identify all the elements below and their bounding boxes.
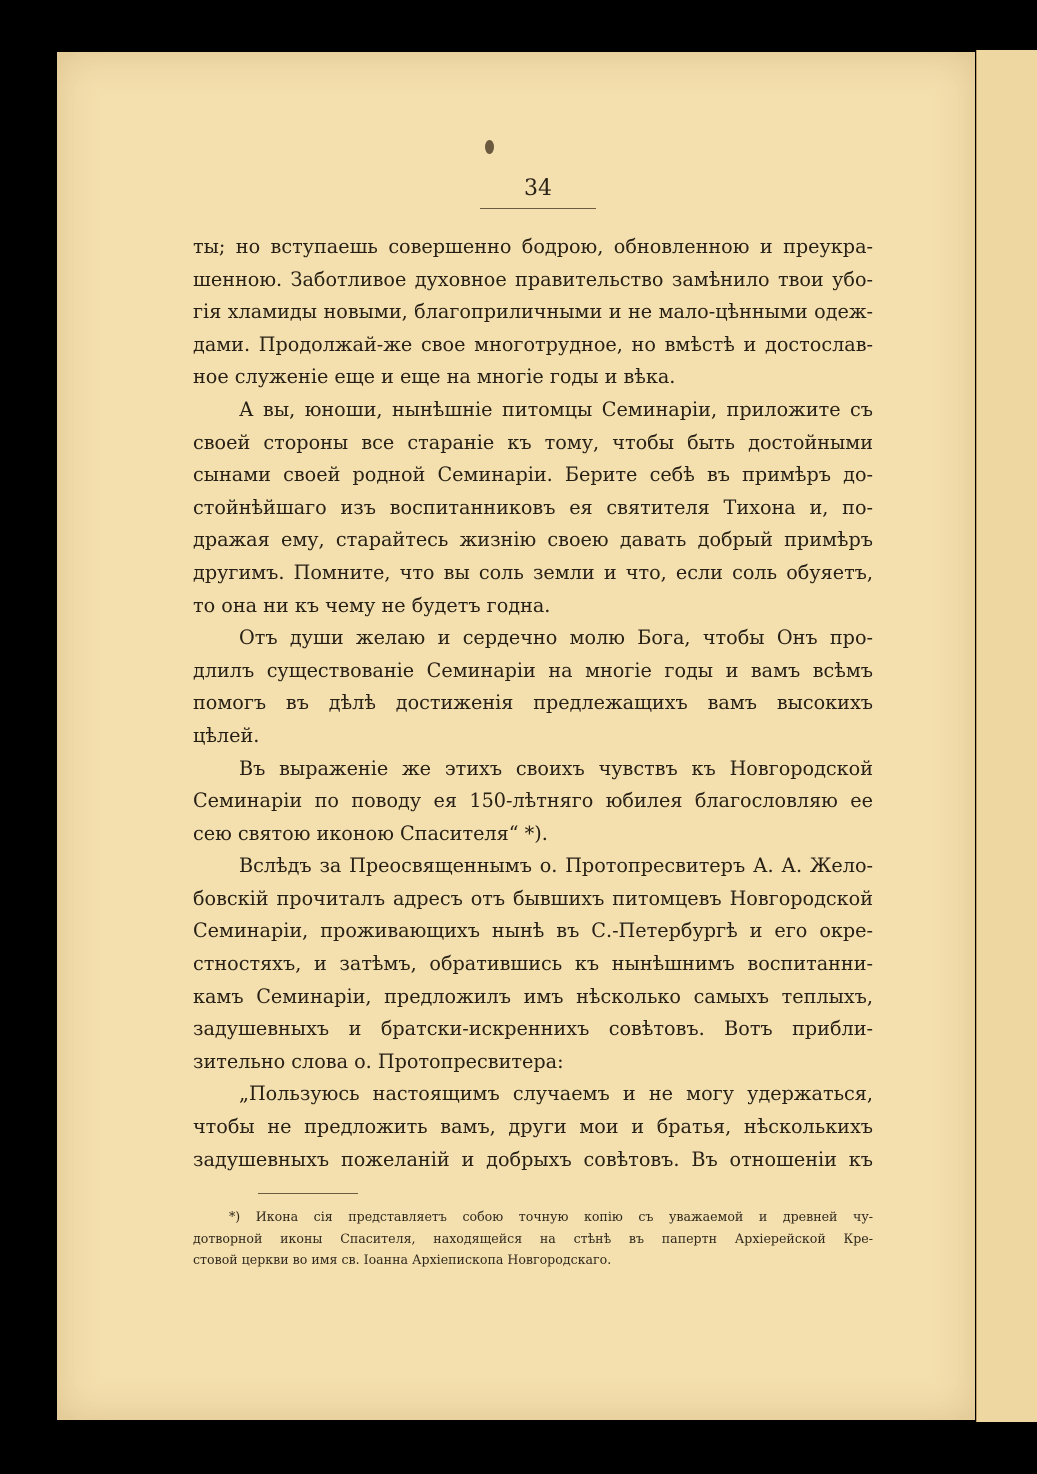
text-line: задушевныхъ и братски-искреннихъ совѣтовъ. Вотъ прибли- xyxy=(193,1017,873,1041)
text-line: „Пользуюсь настоящимъ случаемъ и не могу удержаться, xyxy=(239,1082,873,1106)
page-number: 34 xyxy=(524,176,552,201)
footnote xyxy=(193,1206,873,1271)
text-line: гія хламиды новыми, благоприличными и не мало-цѣнными одеж- xyxy=(193,300,873,324)
ink-blot xyxy=(485,140,494,154)
text-line: задушевныхъ пожеланій и добрыхъ совѣтовъ. Въ отношеніи къ xyxy=(193,1147,873,1171)
text-line: камъ Семинаріи, предложилъ имъ нѣсколько самыхъ теплыхъ, xyxy=(193,984,873,1008)
text-line: сею святою иконою Спасителя“ *). xyxy=(193,821,548,845)
text-line: А вы, юноши, нынѣшніе питомцы Семинаріи, приложите съ xyxy=(239,397,873,421)
text-line: дами. Продолжай-же свое многотрудное, но вмѣстѣ и достослав- xyxy=(193,332,873,356)
text-line: Отъ души желаю и сердечно молю Бога, чтобы Онъ про- xyxy=(239,626,873,650)
footnote-line: *) Икона сія представляетъ собою точную копію съ уважаемой и древней чу- xyxy=(229,1209,873,1224)
text-line: помогъ въ дѣлѣ достиженія предлежащихъ вамъ высокихъ xyxy=(193,691,873,715)
page-number-rule xyxy=(480,208,596,209)
text-line: стойнѣйшаго изъ воспитанниковъ ея святителя Тихона и, по- xyxy=(193,495,873,519)
footnote-line: дотворной иконы Спасителя, находящейся на стѣнѣ въ папертн Архіерейской Кре- xyxy=(193,1230,873,1246)
text-line: ное служеніе еще и еще на многіе годы и вѣка. xyxy=(193,365,676,389)
text-line: бовскій прочиталъ адресъ отъ бывшихъ питомцевъ Новгородской xyxy=(193,886,873,910)
text-line: шенною. Заботливое духовное правительство замѣнило твои убо- xyxy=(193,267,873,291)
text-line: Въ выраженіе же этихъ своихъ чувствъ къ Новгородской xyxy=(239,756,873,780)
text-line: то она ни къ чему не будетъ годна. xyxy=(193,593,551,617)
text-line: сынами своей родной Семинаріи. Берите себѣ въ примѣръ до- xyxy=(193,463,873,487)
text-line: Семинаріи, проживающихъ нынѣ въ С.-Петербургѣ и его окре- xyxy=(193,919,873,943)
text-line: другимъ. Помните, что вы соль земли и что, если соль обуяетъ, xyxy=(193,560,873,584)
text-line: своей стороны все стараніе къ тому, чтобы быть достойными xyxy=(193,430,873,454)
text-line: Семинаріи по поводу ея 150-лѣтняго юбилея благословляю ее xyxy=(193,789,873,813)
text-line: чтобы не предложить вамъ, други мои и братья, нѣсколькихъ xyxy=(193,1115,873,1139)
text-line: цѣлей. xyxy=(193,723,260,747)
text-line: зительно слова о. Протопресвитера: xyxy=(193,1049,564,1073)
text-line: дражая ему, старайтесь жизнію своею давать добрый примѣръ xyxy=(193,528,873,552)
text-line: стностяхъ, и затѣмъ, обратившись къ нынѣшнимъ воспитанни- xyxy=(193,952,873,976)
text-line: длилъ существованіе Семинаріи на многіе годы и вамъ всѣмъ xyxy=(193,658,873,682)
adjacent-page-edge xyxy=(976,50,1037,1422)
body-text xyxy=(193,231,873,1176)
footnote-rule xyxy=(258,1193,358,1194)
footnote-line: стовой церкви во имя св. Іоанна Архіепископа Новгородскаго. xyxy=(193,1252,612,1267)
text-line: ты; но вступаешь совершенно бодрою, обновленною и преукра- xyxy=(193,235,873,258)
text-line: Вслѣдъ за Преосвященнымъ о. Протопресвитеръ А. А. Жело- xyxy=(239,854,873,878)
